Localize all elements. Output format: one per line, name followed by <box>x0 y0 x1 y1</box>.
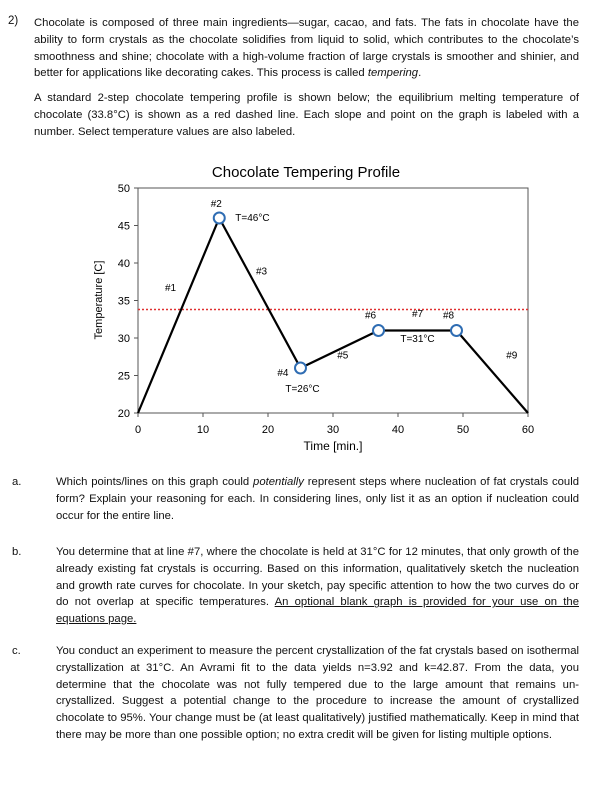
y-axis-label: Temperature [C] <box>93 260 105 340</box>
part-c <box>12 643 579 744</box>
y-tick-label: 30 <box>117 333 130 345</box>
intro-text: Chocolate is composed of three main ingredients—sugar, cacao, and fats. The fats in chocolate have the ability to form crystals as the chocolate solidifies from liquid to solid, which contributes to the chocolate’s smoothness and shine; chocolate with a high-volume fraction of large crystals is smoother and shinier, and better for applications like decorating cakes. This process is called <box>34 17 579 80</box>
point-label: #6 <box>364 310 377 322</box>
point-label: #4 <box>277 368 289 379</box>
profile-paragraph: A standard 2-step chocolate tempering profile is shown below; the equilibrium melting temperature of chocolate (33.8°C) is shown as a red dashed line. Each slope and point on the graph is labeled with a number. Select temperature values are also labeled. <box>34 92 579 138</box>
part-b-text: You determine that at line #7, where the chocolate is held at 31°C for 12 minutes, that only growth of the already existing fat crystals is occurring. Based on this information, qualitatively sketch the nucleation and growth rate curves for chocolate. In your sketch, pay specific attention to how the two curves do or do not overlap at specific temperatures. <box>56 546 579 609</box>
x-tick-label: 40 <box>391 424 405 436</box>
segment-label: #1 <box>164 282 177 294</box>
x-tick-label: 20 <box>261 424 275 436</box>
point-marker <box>451 325 462 336</box>
segment-label: #7 <box>411 309 424 320</box>
tempering-profile-line <box>138 218 528 413</box>
point-label: #2 <box>210 199 222 210</box>
point-labels-group <box>165 199 518 395</box>
point-label: #8 <box>442 310 455 322</box>
x-tick-label: 50 <box>456 424 470 436</box>
intro-end: . <box>418 67 422 80</box>
part-b-link-text: An optional blank graph is provided for your use on the equations page. <box>56 596 579 626</box>
tempering-chart <box>88 155 548 455</box>
y-tick-label: 25 <box>117 370 130 383</box>
plot-frame <box>138 188 528 413</box>
x-axis-label: Time [min.] <box>303 439 363 453</box>
part-a <box>12 474 579 524</box>
part-c-text: You conduct an experiment to measure the percent crystallization of the fat crystals based on isothermal crystallization at 31°C. An Avrami fit to the data yields n=3.92 and k=42.87. From the data, you determine that the chocolate was not fully tempered due to the large amount that remains un-crystallized. Suggest a potential change to the procedure to increase the amount of crystallized chocolate to 95%. Your change must be (at least qualitatively) justified mathematically. Keep in mind that there may be more than one possible option; no extra credit will be given for listing multiple options. <box>56 645 579 741</box>
series-group <box>138 213 528 414</box>
x-tick-label: 30 <box>326 424 340 436</box>
part-a-text-before: Which points/lines on this graph could <box>56 476 254 488</box>
point-annotation: T=46°C <box>235 213 270 224</box>
point-marker <box>295 363 306 374</box>
y-tick-label: 40 <box>117 258 130 270</box>
part-b <box>12 544 579 628</box>
part-a-text-after: represent steps where nucleation of fat crystals could form? Explain your reasoning for each. In considering lines, only list it as an option if nucleation could occur for the entire line. <box>56 476 579 522</box>
x-tick-label: 60 <box>521 424 535 436</box>
y-tick-label: 45 <box>117 220 130 233</box>
segment-annotation: T=31°C <box>400 333 435 345</box>
point-marker <box>373 325 384 336</box>
point-marker <box>214 213 225 224</box>
part-a-label: a. <box>12 476 22 488</box>
y-tick-label: 50 <box>117 183 130 195</box>
y-tick-label: 35 <box>117 295 130 308</box>
chart-title: Chocolate Tempering Profile <box>211 164 401 181</box>
y-tick-label: 20 <box>117 408 130 420</box>
question-number: 2) <box>8 15 19 27</box>
part-b-label: b. <box>12 546 22 558</box>
segment-label: #3 <box>255 266 268 278</box>
tempering-chart-svg <box>88 155 548 455</box>
x-tick-label: 0 <box>134 424 142 436</box>
x-tick-label: 10 <box>196 424 210 436</box>
segment-label: #5 <box>337 350 349 362</box>
part-a-emphasis: potentially <box>253 476 304 488</box>
segment-label: #9 <box>506 350 518 362</box>
part-c-label: c. <box>12 645 21 657</box>
intro-term: tempering <box>367 67 419 80</box>
intro-paragraph <box>34 15 579 82</box>
point-annotation: T=26°C <box>285 384 320 395</box>
